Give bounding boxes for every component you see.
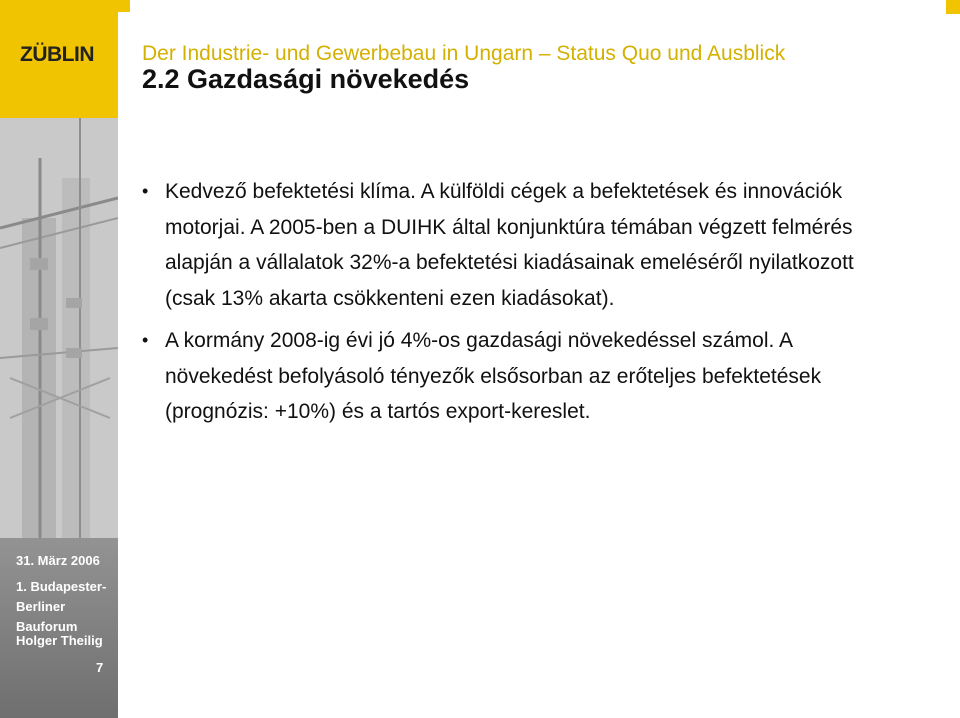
footer-author: Holger Theilig [16, 633, 103, 648]
footer-event-line1: 1. Budapester- [16, 579, 107, 594]
bullet-item [142, 174, 902, 316]
header-subtitle: Der Industrie- und Gewerbebau in Ungarn – Status Quo und Ausblick [142, 42, 786, 65]
bullet-text: A kormány 2008-ig évi jó 4%-os gazdasági növekedéssel számol. A növekedést befolyásoló tényezők elsősorban az erőteljes befektetések (prognózis: +10%) és a tartós export-kereslet. [165, 329, 822, 423]
logo-box [0, 0, 118, 118]
crane-background-image [0, 118, 118, 538]
page-number: 7 [96, 660, 104, 675]
bullet-text: Kedvező befektetési klíma. A külföldi cégek a befektetések és innovációk motorjai. A 2005-ben a DUIHK által konjunktúra témában végzett felmérés alapján a vállalatok 32%-a befektetési kiadásainak emeléséről nyilatkozott (csak 13% akarta csökkenteni ezen kiadásokat). [165, 180, 854, 310]
footer-date: 31. März 2006 [16, 553, 100, 568]
corner-accent-right [946, 0, 960, 14]
footer-event-line2: Berliner [16, 599, 66, 614]
sidebar [0, 0, 118, 718]
bullet-icon: • [142, 181, 149, 201]
company-logo: ZÜBLIN [20, 43, 94, 66]
bullet-icon: • [142, 330, 149, 350]
slide-title: 2.2 Gazdasági növekedés [142, 64, 470, 94]
bullet-item [142, 323, 902, 430]
bullet-list [142, 174, 902, 437]
corner-accent-left [118, 0, 130, 12]
footer-event-line3: Bauforum [16, 619, 78, 634]
footer-event [16, 577, 106, 637]
